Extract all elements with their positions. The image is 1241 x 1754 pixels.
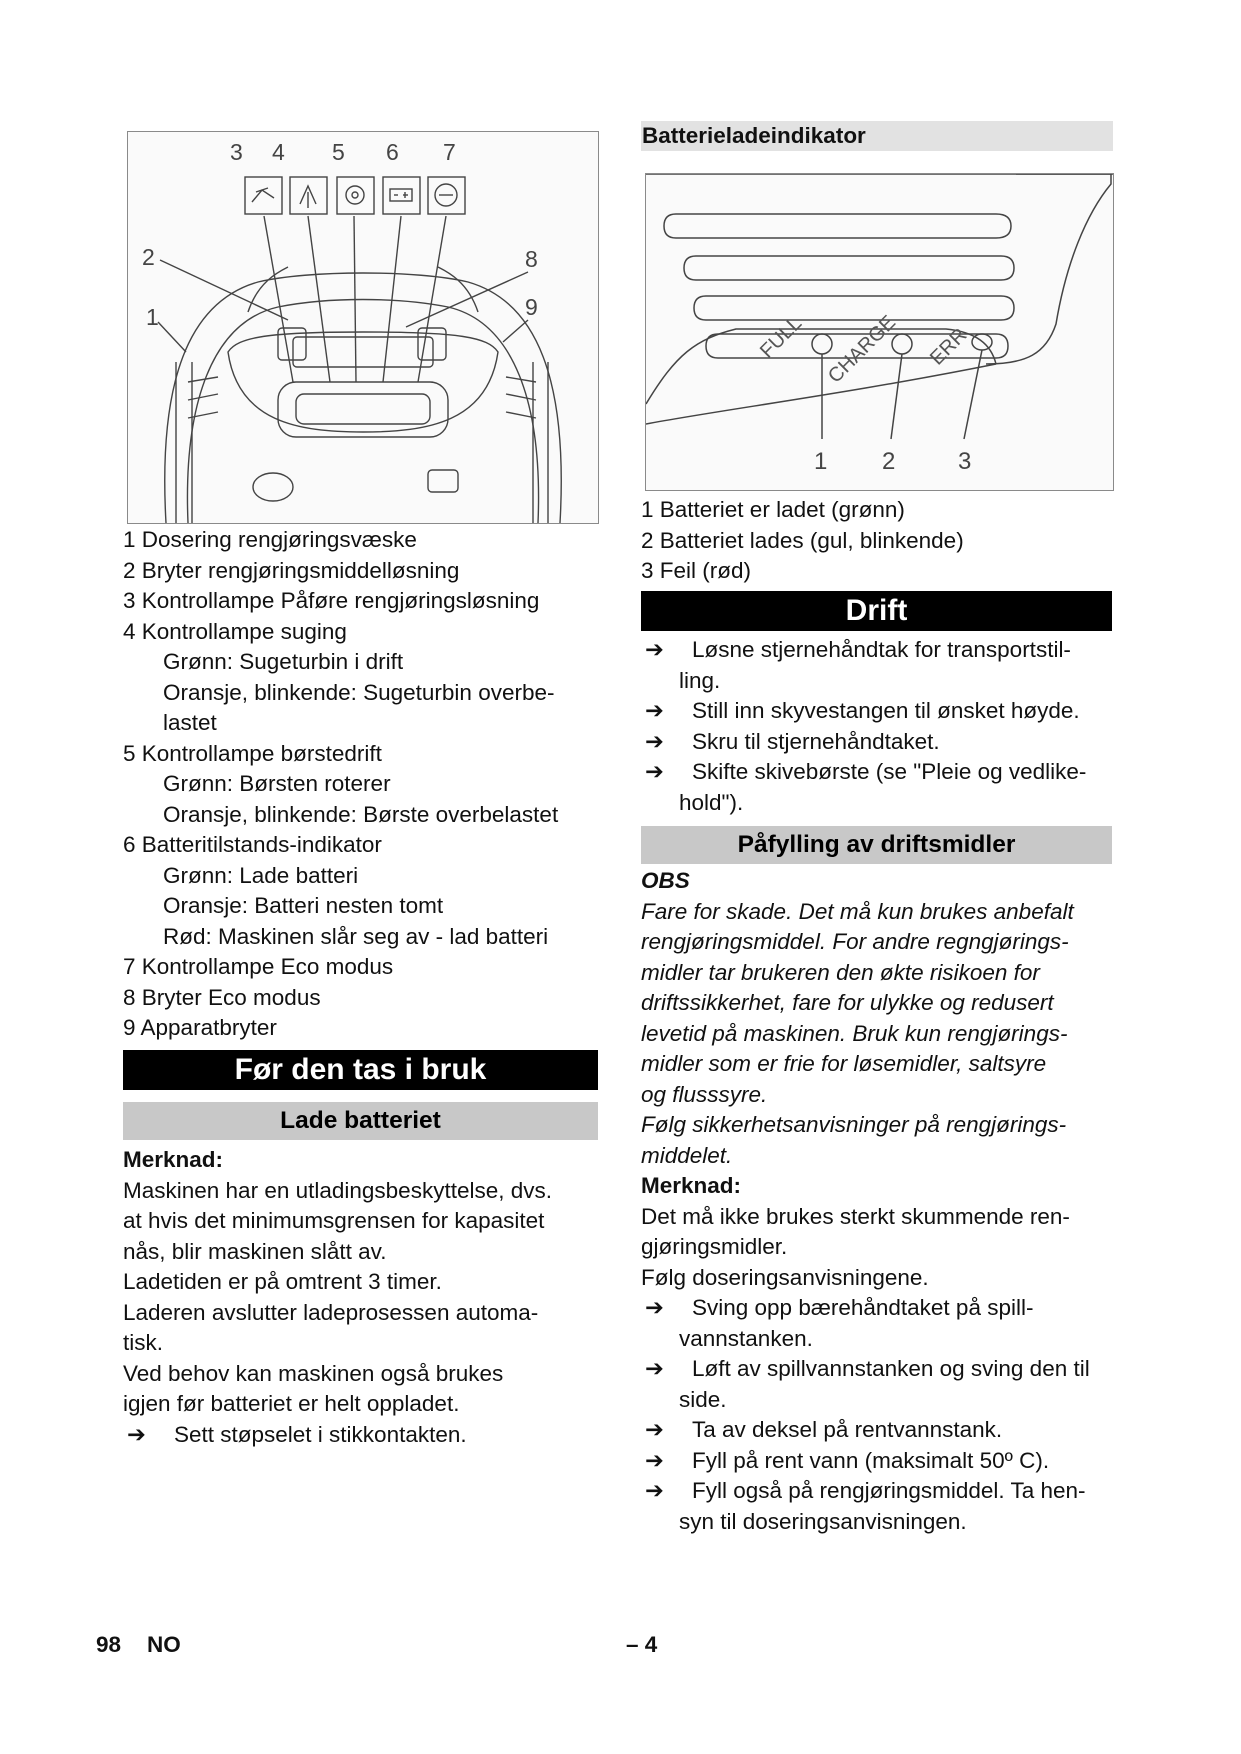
subheading-charge-battery: Lade batteriet [123, 1102, 598, 1140]
arrow-icon: ➔ [127, 1421, 146, 1447]
instruction-step [641, 757, 1134, 788]
legend-line: 2 Batteriet lades (gul, blinkende) [641, 527, 964, 553]
arrow-icon: ➔ [645, 728, 664, 754]
step-text-continued: syn til doseringsanvisningen. [679, 1508, 967, 1534]
page-number: 98 [96, 1632, 122, 1657]
instruction-step [641, 1446, 1134, 1477]
legend-item: 4 Kontrollampe suging [123, 618, 347, 644]
battery-indicator-heading: Batterieladeindikator [641, 121, 1113, 151]
callout-3: 3 [230, 139, 243, 165]
instruction-step [641, 727, 1134, 758]
battery-indicator-figure [645, 173, 1114, 491]
legend-subitem: Oransje: Batteri nesten tomt [163, 893, 444, 918]
battery-indicator-drawing [646, 174, 1113, 490]
body-line: nås, blir maskinen slått av. [123, 1238, 387, 1264]
obs-line: Følg sikkerhetsanvisninger på rengjørings- [641, 1112, 1067, 1137]
note-text [641, 1202, 1134, 1294]
step-text: Skru til stjernehåndtaket. [692, 728, 940, 754]
arrow-icon: ➔ [645, 637, 664, 662]
instruction-step [641, 1293, 1134, 1324]
instruction-step [641, 1476, 1134, 1507]
step-text-continued: side. [679, 1386, 727, 1412]
legend-subitem: Grønn: Børsten roterer [163, 771, 391, 796]
legend-item: 5 Kontrollampe børstedrift [123, 740, 382, 766]
brush-icon [337, 177, 374, 214]
step-text: Still inn skyvestangen til ønsket høyde. [692, 698, 1080, 723]
body-line: at hvis det minimumsgrensen for kapasitet [123, 1208, 545, 1233]
legend-subitem: Grønn: Lade batteri [163, 862, 359, 888]
instruction-step [641, 1415, 1134, 1446]
arrow-icon: ➔ [645, 698, 664, 723]
callout-5: 5 [332, 139, 345, 165]
body-line: Laderen avslutter ladeprosessen automa- [123, 1299, 539, 1325]
callout-1: 1 [146, 304, 159, 330]
obs-text [641, 897, 1134, 1172]
obs-line: driftssikkerhet, fare for ulykke og redusert [641, 990, 1054, 1015]
legend-subitem: Rød: Maskinen slår seg av - lad batteri [163, 923, 549, 949]
callout-6: 6 [386, 139, 399, 165]
spray-icon [245, 177, 282, 214]
filling-steps [641, 1293, 1134, 1537]
before-use-body [123, 1145, 598, 1450]
step-text: Skifte skivebørste (se "Pleie og vedlike- [692, 759, 1087, 784]
step-text: Fyll på rent vann (maksimalt 50º C). [692, 1447, 1050, 1473]
battery-icon [383, 177, 420, 214]
callout-3: 3 [958, 448, 972, 475]
label-error: ERR [925, 324, 972, 370]
control-panel-figure [127, 131, 599, 524]
legend-item: 9 Apparatbryter [123, 1015, 277, 1040]
section-heading-operation: Drift [641, 591, 1112, 631]
legend-item: 1 Dosering rengjøringsvæske [123, 527, 417, 552]
legend-subitem: lastet [163, 710, 217, 735]
step-text-continued: hold"). [679, 789, 744, 815]
note-label: Merknad: [641, 1173, 742, 1198]
callout-1: 1 [814, 448, 828, 475]
instruction-step [123, 1420, 598, 1451]
note-line: Følg doseringsanvisningene. [641, 1264, 929, 1290]
body-line: Ladetiden er på omtrent 3 timer. [123, 1269, 442, 1294]
step-text: Sving opp bærehåndtaket på spill- [692, 1295, 1034, 1320]
arrow-icon: ➔ [645, 1295, 664, 1320]
page-center-number: – 4 [626, 1632, 658, 1657]
operation-steps [641, 635, 1134, 818]
step-text: Fyll også på rengjøringsmiddel. Ta hen- [692, 1478, 1086, 1503]
step-text: Sett støpselet i stikkontakten. [174, 1421, 467, 1447]
arrow-icon: ➔ [645, 1478, 664, 1503]
obs-line: midler tar brukeren den økte risikoen for [641, 959, 1040, 985]
legend-item: 2 Bryter rengjøringsmiddelløsning [123, 557, 460, 583]
label-charge: CHARGE [823, 311, 901, 388]
control-panel-drawing [128, 132, 598, 523]
arrow-icon: ➔ [645, 759, 664, 784]
body-line: igjen før batteriet er helt oppladet. [123, 1391, 460, 1416]
body-line: Maskinen har en utladingsbeskyttelse, dvs. [123, 1177, 552, 1203]
obs-line: levetid på maskinen. Bruk kun rengjørings- [641, 1020, 1068, 1046]
callout-8: 8 [525, 246, 538, 272]
note-line: Det må ikke brukes sterkt skummende ren- [641, 1203, 1070, 1229]
instruction-step [641, 635, 1134, 666]
legend-line: 1 Batteriet er ladet (grønn) [641, 497, 905, 522]
legend-item: 8 Bryter Eco modus [123, 984, 321, 1010]
body-line: tisk. [123, 1330, 164, 1355]
step-text-continued: vannstanken. [679, 1325, 813, 1351]
step-text: Løsne stjernehåndtak for transportstil- [692, 637, 1071, 662]
legend-item: 7 Kontrollampe Eco modus [123, 954, 394, 979]
filling-body [641, 866, 1134, 1537]
step-text: Løft av spillvannstanken og sving den til [692, 1356, 1090, 1381]
arrow-icon: ➔ [645, 1417, 664, 1442]
legend-subitem: Oransje, blinkende: Sugeturbin overbe- [163, 679, 555, 705]
instruction-step [641, 1354, 1134, 1385]
arrow-icon: ➔ [645, 1447, 664, 1473]
callout-9: 9 [525, 294, 538, 320]
section-heading-before-use: Før den tas i bruk [123, 1050, 598, 1090]
legend-subitem: Grønn: Sugeturbin i drift [163, 649, 404, 674]
legend-subitem: Oransje, blinkende: Børste overbelastet [163, 801, 559, 827]
note-label: Merknad: [123, 1147, 224, 1172]
label-full: FULL [755, 312, 807, 363]
language-code: NO [147, 1632, 181, 1657]
legend-item: 6 Batteritilstands-indikator [123, 832, 382, 857]
obs-label: OBS [641, 868, 690, 893]
obs-line: middelet. [641, 1142, 733, 1168]
callout-2: 2 [882, 448, 896, 475]
callout-2: 2 [142, 244, 155, 270]
instruction-step [641, 696, 1134, 727]
callout-7: 7 [443, 139, 456, 165]
obs-line: og flusssyre. [641, 1081, 768, 1107]
body-line: Ved behov kan maskinen også brukes [123, 1360, 504, 1386]
obs-line: Fare for skade. Det må kun brukes anbefalt [641, 898, 1074, 924]
subheading-filling: Påfylling av driftsmidler [641, 826, 1112, 864]
legend-item: 3 Kontrollampe Påføre rengjøringsløsning [123, 588, 540, 613]
legend-line: 3 Feil (rød) [641, 558, 752, 583]
callout-4: 4 [272, 139, 285, 165]
control-panel-legend [123, 525, 598, 1044]
step-text: Ta av deksel på rentvannstank. [692, 1417, 1003, 1442]
note-line: gjøringsmidler. [641, 1234, 788, 1259]
obs-line: midler som er frie for løsemidler, saltsyre [641, 1051, 1047, 1076]
step-text-continued: ling. [679, 667, 721, 693]
obs-line: rengjøringsmiddel. For andre regngjørings- [641, 929, 1069, 954]
arrow-icon: ➔ [645, 1356, 664, 1381]
battery-indicator-legend [641, 495, 1134, 587]
